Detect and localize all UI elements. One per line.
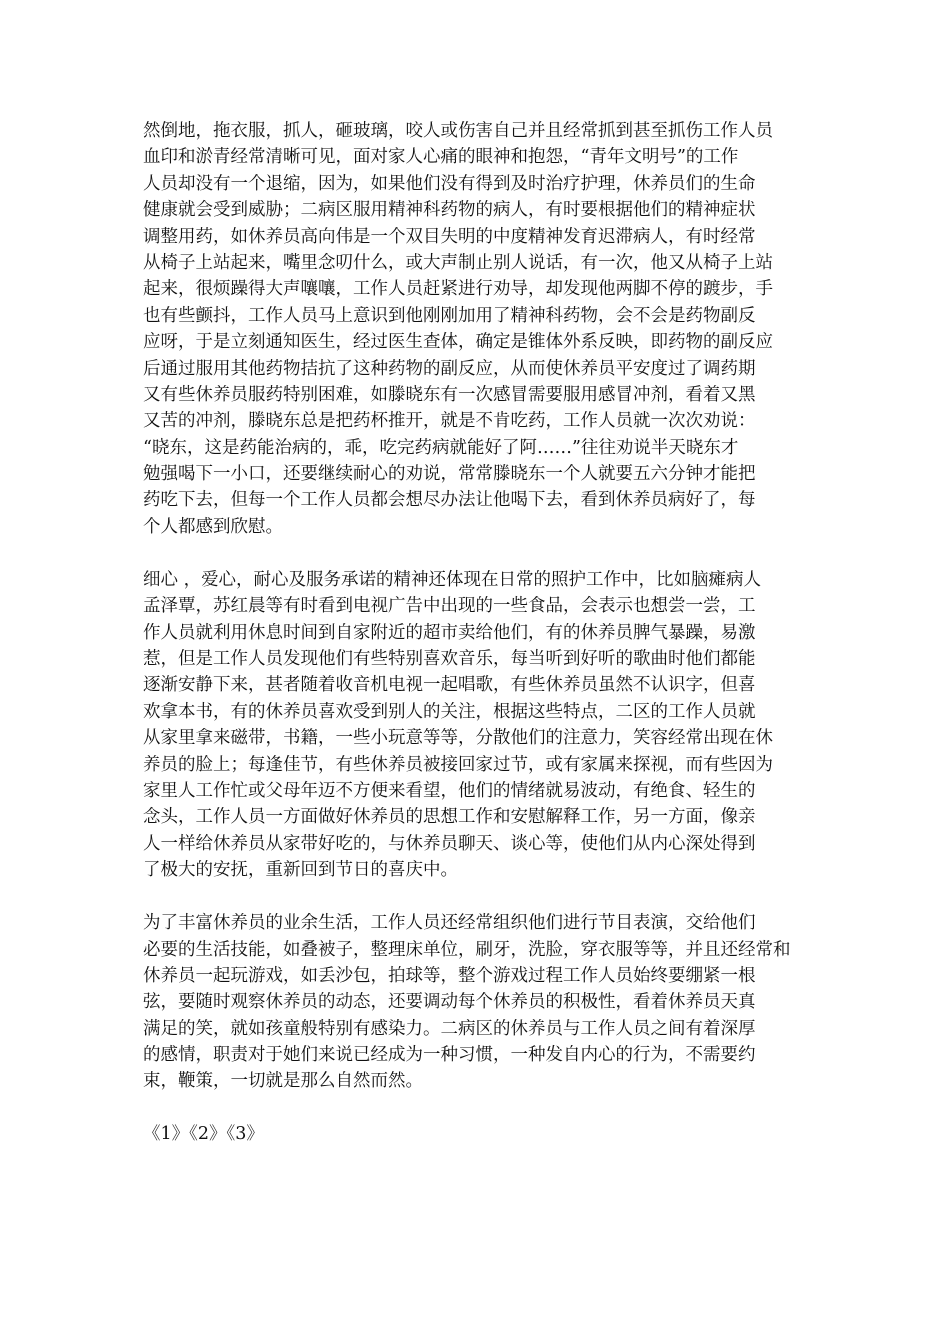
text-line: 休养员一起玩游戏，如丢沙包，拍球等，整个游戏过程工作人员始终要绷紧一根 (143, 965, 756, 986)
text-line: 从家里拿来磁带，书籍，一些小玩意等等，分散他们的注意力，笑容经常出现在休 (143, 728, 773, 749)
text-line: 血印和淤青经常清晰可见，面对家人心痛的眼神和抱怨，“青年文明号”的工作 (143, 147, 739, 168)
text-line: “晓东，这是药能治病的，乖，吃完药病就能好了阿……”往往劝说半天晓东才 (143, 437, 739, 458)
article-body (143, 118, 807, 1148)
text-line: 作人员就利用休息时间到自家附近的超市卖给他们，有的休养员脾气暴躁，易激 (143, 622, 756, 643)
text-line: 养员的脸上；每逢佳节，有些休养员被接回家过节，或有家属来探视，而有些因为 (143, 754, 773, 775)
text-line: 勉强喝下一小口，还要继续耐心的劝说，常常滕晓东一个人就要五六分钟才能把 (143, 464, 756, 485)
text-line: 起来，很烦躁得大声嚷嚷，工作人员赶紧进行劝导，却发现他两脚不停的踱步，手 (143, 279, 773, 300)
text-line: 后通过服用其他药物拮抗了这种药物的副反应，从而使休养员平安度过了调药期 (143, 358, 756, 379)
text-line: 必要的生活技能，如叠被子，整理床单位，刷牙，洗脸，穿衣服等等，并且还经常和 (143, 939, 791, 960)
text-line: 人员却没有一个退缩，因为，如果他们没有得到及时治疗护理，休养员们的生命 (143, 173, 756, 194)
text-line: 应呀，于是立刻通知医生，经过医生查体，确定是锥体外系反映，即药物的副反应 (143, 332, 773, 353)
text-line: 健康就会受到威胁；二病区服用精神科药物的病人，有时要根据他们的精神症状 (143, 200, 756, 221)
text-line: 惹，但是工作人员发现他们有些特别喜欢音乐，每当听到好听的歌曲时他们都能 (143, 649, 756, 670)
page-link-3[interactable]: 《3》 (226, 1124, 264, 1145)
text-line: 孟泽覃，苏红晨等有时看到电视广告中出现的一些食品，会表示也想尝一尝，工 (143, 596, 756, 617)
text-line: 束，鞭策，一切就是那么自然而然。 (143, 1071, 423, 1092)
text-line: 药吃下去，但每一个工作人员都会想尽办法让他喝下去，看到休养员病好了，每 (143, 490, 756, 511)
text-line: 也有些颤抖，工作人员马上意识到他刚刚加用了精神科药物，会不会是药物副反 (143, 305, 756, 326)
paragraph-1 (143, 118, 807, 540)
text-line: 细心 ，爱心，耐心及服务承诺的精神还体现在日常的照护工作中，比如脑瘫病人 (143, 569, 762, 590)
text-line: 又苦的冲剂，滕晓东总是把药杯推开，就是不肯吃药，工作人员就一次次劝说： (143, 411, 756, 432)
text-line: 为了丰富休养员的业余生活，工作人员还经常组织他们进行节目表演，交给他们 (143, 913, 756, 934)
text-line: 调整用药，如休养员高向伟是一个双目失明的中度精神发育迟滞病人，有时经常 (143, 226, 756, 247)
text-line: 的感情，职责对于她们来说已经成为一种习惯，一种发自内心的行为，不需要约 (143, 1045, 756, 1066)
pagination (143, 1121, 807, 1147)
text-line: 念头，工作人员一方面做好休养员的思想工作和安慰解释工作，另一方面，像亲 (143, 807, 756, 828)
paragraph-3 (143, 910, 807, 1095)
text-line: 人一样给休养员从家带好吃的，与休养员聊天、谈心等，使他们从内心深处得到 (143, 833, 756, 854)
text-line: 个人都感到欣慰。 (143, 516, 283, 537)
text-line: 了极大的安抚，重新回到节日的喜庆中。 (143, 860, 458, 881)
text-line: 家里人工作忙或父母年迈不方便来看望，他们的情绪就易波动，有绝食、轻生的 (143, 780, 756, 801)
paragraph-2 (143, 567, 807, 884)
page-link-1[interactable]: 《1》 (143, 1124, 190, 1145)
text-line: 逐渐安静下来，甚者随着收音机电视一起唱歌，有些休养员虽然不认识字，但喜 (143, 675, 756, 696)
text-line: 从椅子上站起来，嘴里念叨什么，或大声制止别人说话，有一次，他又从椅子上站 (143, 252, 773, 273)
text-line: 满足的笑，就如孩童般特别有感染力。二病区的休养员与工作人员之间有着深厚 (143, 1018, 756, 1039)
text-line: 欢拿本书，有的休养员喜欢受到别人的关注，根据这些特点，二区的工作人员就 (143, 701, 756, 722)
text-line: 弦，要随时观察休养员的动态，还要调动每个休养员的积极性，看着休养员天真 (143, 992, 756, 1013)
page-link-2[interactable]: 《2》 (189, 1124, 227, 1145)
text-line: 然倒地，拖衣服，抓人，砸玻璃，咬人或伤害自己并且经常抓到甚至抓伤工作人员 (143, 121, 773, 141)
text-line: 又有些休养员服药特别困难，如滕晓东有一次感冒需要服用感冒冲剂，看着又黑 (143, 384, 756, 405)
